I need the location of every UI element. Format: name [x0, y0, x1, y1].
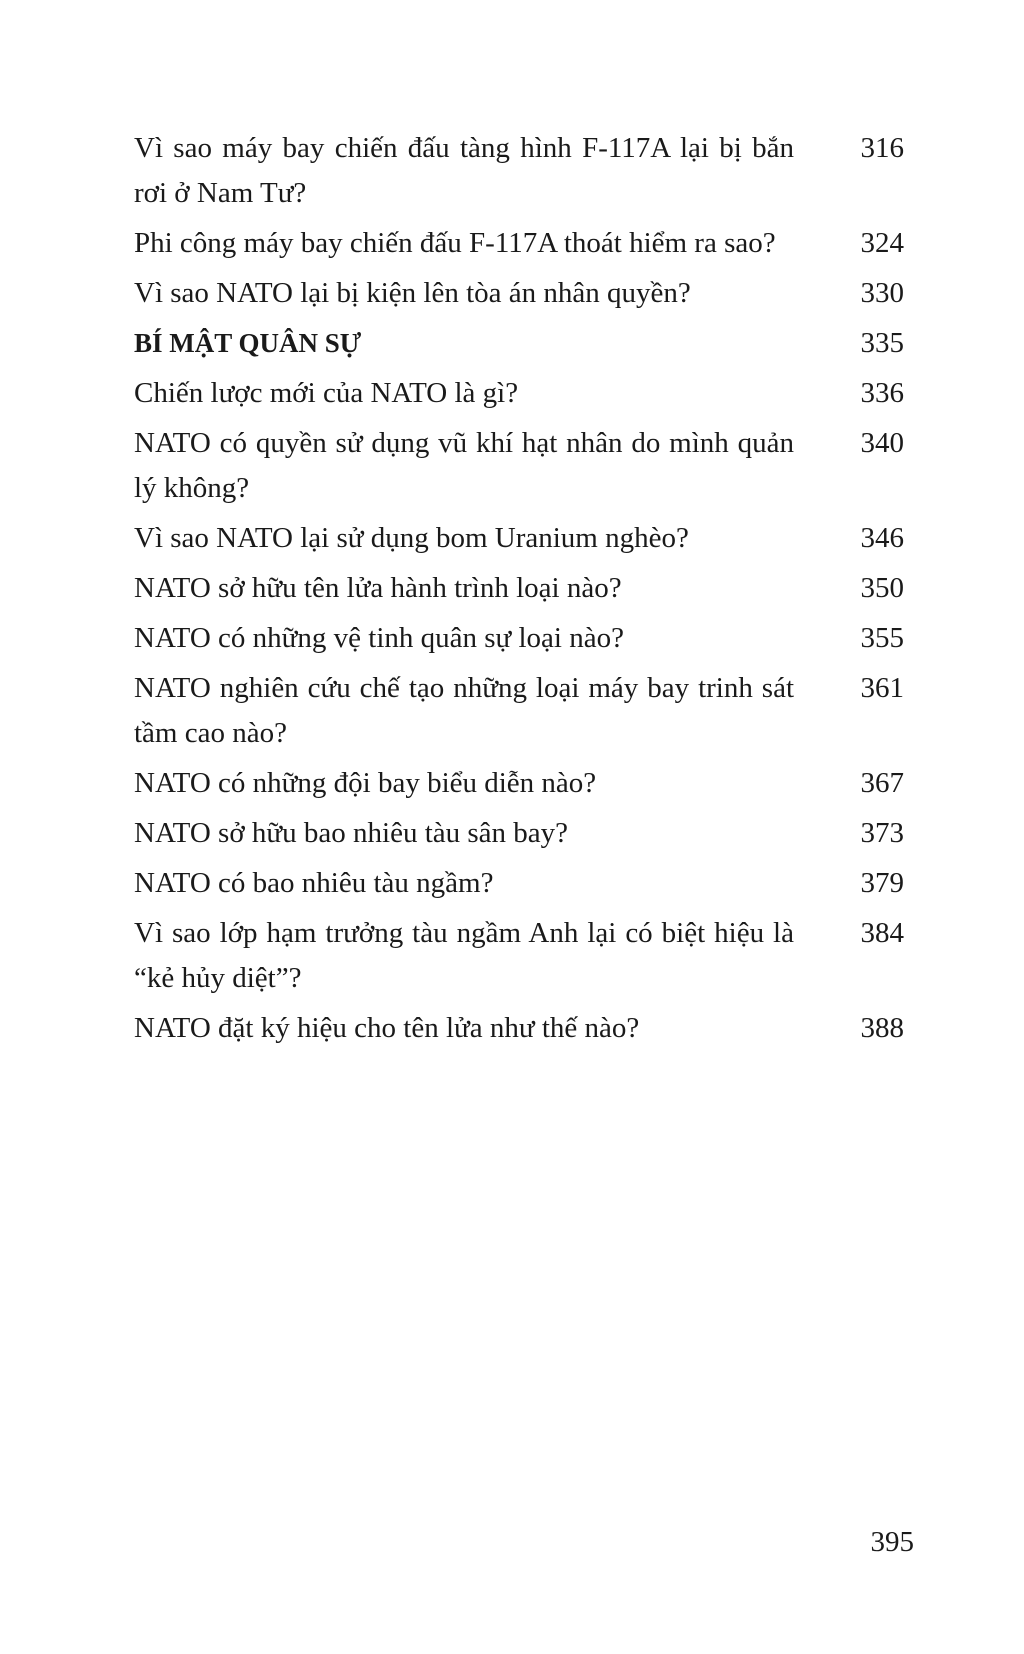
toc-entry-page: 335 — [860, 327, 904, 359]
toc-entry-title: Vì sao máy bay chiến đấu tàng hình F-117A lại bị bắn rơi ở Nam Tư? — [134, 132, 794, 209]
toc-entry-page: 336 — [860, 377, 904, 409]
toc-section-title: BÍ MẬT QUÂN SỰ — [134, 328, 362, 358]
toc-entry-title: NATO có những vệ tinh quân sự loại nào? — [134, 622, 624, 654]
toc-entry-page: 324 — [860, 227, 904, 259]
toc-entry-page: 361 — [860, 672, 904, 704]
toc-entry — [134, 911, 904, 1001]
toc-entry-page: 340 — [860, 427, 904, 459]
toc-entry-page: 373 — [860, 817, 904, 849]
toc-entry — [134, 421, 904, 511]
toc-entry — [134, 221, 904, 266]
toc-entry-page: 367 — [860, 767, 904, 799]
toc-entry-title: NATO sở hữu tên lửa hành trình loại nào? — [134, 572, 622, 604]
toc-entry-title: Vì sao NATO lại bị kiện lên tòa án nhân quyền? — [134, 277, 691, 309]
toc-entry-title: NATO đặt ký hiệu cho tên lửa như thế nào? — [134, 1012, 640, 1044]
toc-entry-page: 330 — [860, 277, 904, 309]
toc-entry-title: NATO có những đội bay biểu diễn nào? — [134, 767, 597, 799]
toc-entry — [134, 761, 904, 806]
toc-entry-page: 316 — [860, 132, 904, 164]
toc-entry-title: NATO nghiên cứu chế tạo những loại máy bay trinh sát tầm cao nào? — [134, 672, 794, 749]
toc-entry-title: Vì sao lớp hạm trưởng tàu ngầm Anh lại có biệt hiệu là “kẻ hủy diệt”? — [134, 917, 794, 994]
toc-entry-title: Phi công máy bay chiến đấu F-117A thoát hiểm ra sao? — [134, 227, 776, 259]
toc-entry-page: 388 — [860, 1012, 904, 1044]
toc-entry-page: 384 — [860, 917, 904, 949]
toc-entry — [134, 516, 904, 561]
toc-entry — [134, 126, 904, 216]
toc-entry-page: 346 — [860, 522, 904, 554]
toc-entry — [134, 566, 904, 611]
toc-entry — [134, 811, 904, 856]
toc-entry-title: Vì sao NATO lại sử dụng bom Uranium nghèo? — [134, 522, 689, 554]
toc-entry-page: 355 — [860, 622, 904, 654]
toc-section-heading — [134, 321, 904, 366]
toc-entry-title: NATO có bao nhiêu tàu ngầm? — [134, 867, 494, 899]
toc-entry — [134, 666, 904, 756]
toc-entry — [134, 1006, 904, 1051]
page-number: 395 — [870, 1526, 914, 1558]
toc-entry-title: NATO có quyền sử dụng vũ khí hạt nhân do mình quản lý không? — [134, 427, 794, 504]
toc-entry — [134, 271, 904, 316]
toc-entry-page: 379 — [860, 867, 904, 899]
toc-entry — [134, 616, 904, 661]
toc-entry-title: NATO sở hữu bao nhiêu tàu sân bay? — [134, 817, 569, 849]
toc-entry-page: 350 — [860, 572, 904, 604]
toc-entry — [134, 861, 904, 906]
table-of-contents — [134, 126, 904, 1056]
toc-entry — [134, 371, 904, 416]
toc-entry-title: Chiến lược mới của NATO là gì? — [134, 377, 519, 409]
